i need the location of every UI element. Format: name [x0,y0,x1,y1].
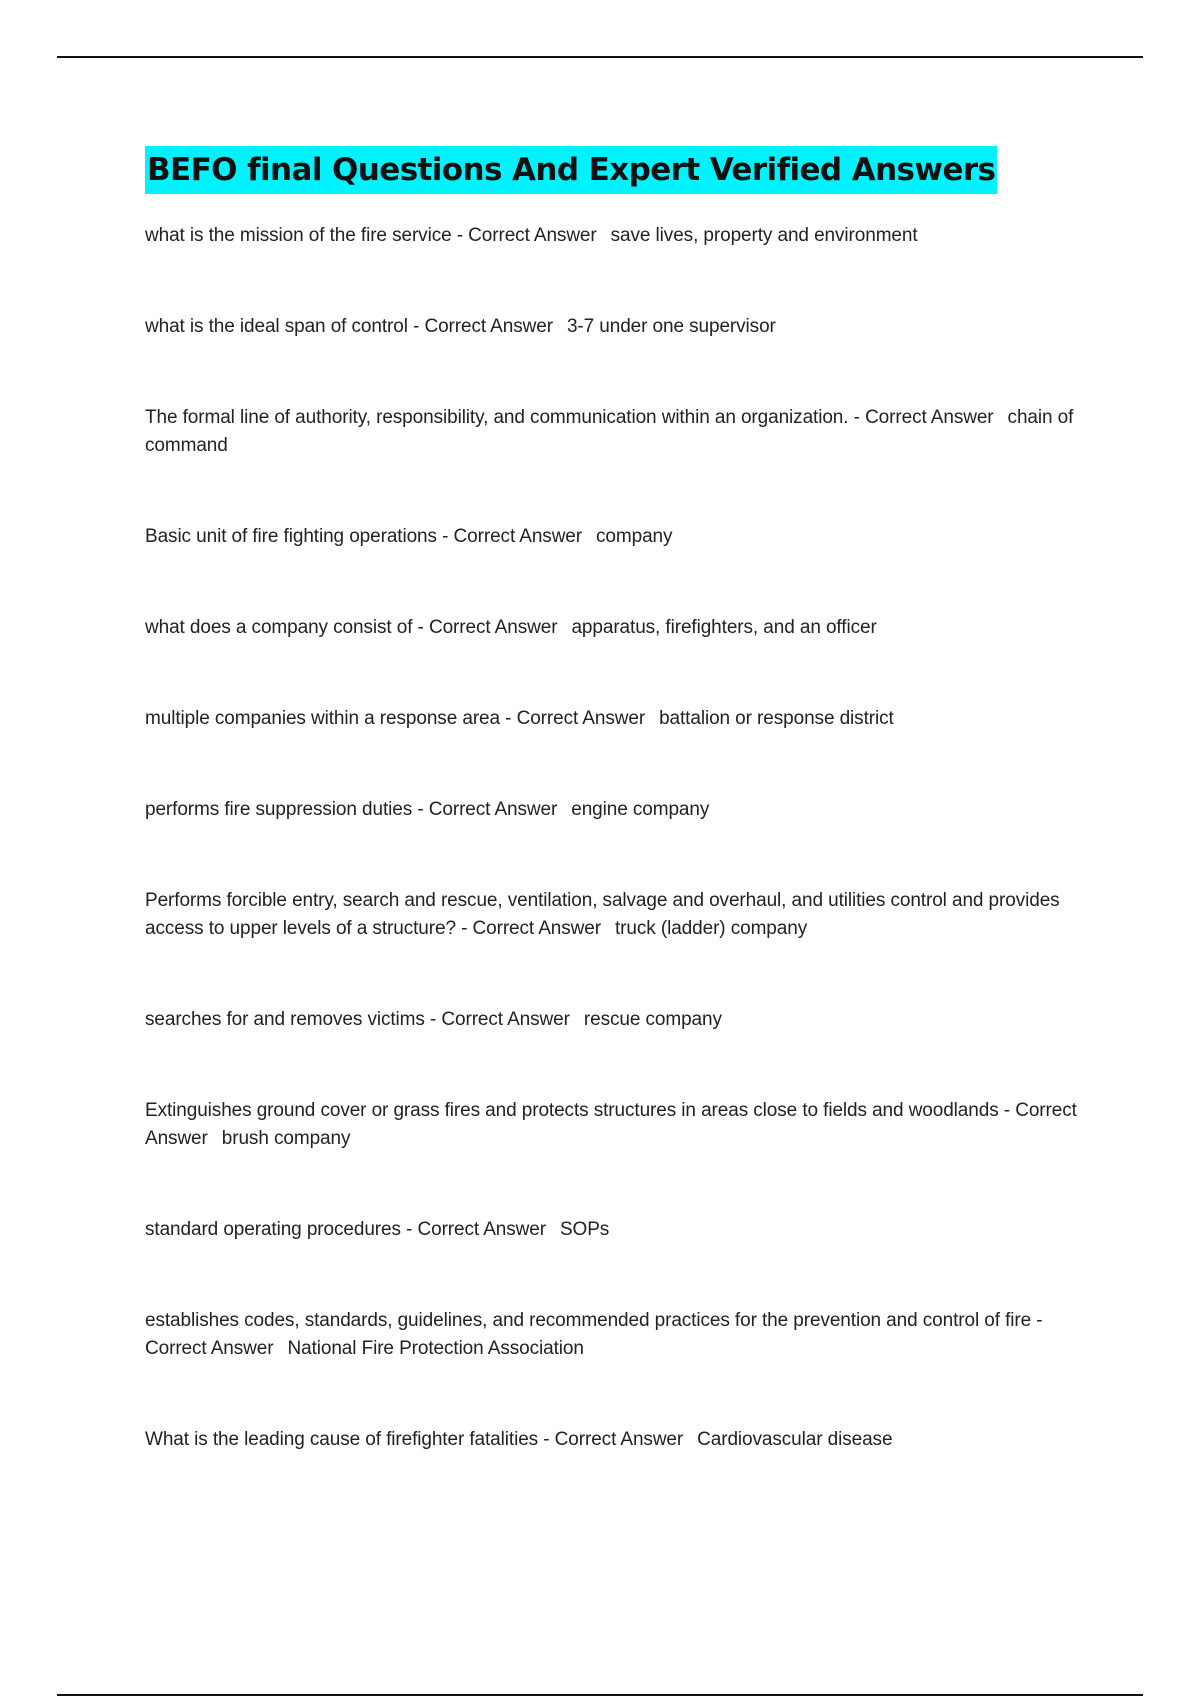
qa-item [145,614,1085,642]
answer-text: save lives, property and environment [610,225,918,246]
question-text: Basic unit of fire fighting operations [145,526,437,547]
question-text: what does a company consist of [145,617,413,638]
answer-text: National Fire Protection Association [287,1338,584,1359]
qa-item [145,1426,1085,1454]
separator: - [455,918,473,939]
separator: - [499,708,517,729]
answer-label: Correct Answer [453,526,583,547]
answer-text: engine company [571,799,710,820]
answer-label: Correct Answer [145,1338,274,1359]
answer-text: SOPs [559,1219,610,1240]
question-text: performs fire suppression duties [145,799,413,820]
qa-item [145,1216,1085,1244]
bottom-rule [57,1694,1143,1696]
answer-label: Correct Answer [417,1219,546,1240]
separator: - [424,1009,442,1030]
answer-text: apparatus, firefighters, and an officer [571,617,877,638]
question-text: multiple companies within a response area [145,708,500,729]
separator: - [848,407,866,428]
question-text: searches for and removes victims [145,1009,425,1030]
document-body [145,146,1085,1517]
qa-item [145,1006,1085,1034]
qa-item [145,523,1085,551]
qa-list [145,222,1085,1454]
answer-text: chain of command [145,407,1074,456]
answer-text: brush company [221,1128,351,1149]
separator: - [436,526,454,547]
question-text: Performs forcible entry, search and rescue, ventilation, salvage and overhaul, and utilities control and provides access to upper levels of a structure? [145,890,1060,939]
separator: - [451,225,469,246]
qa-item [145,404,1085,460]
question-text: The formal line of authority, responsibility, and communication within an organization. [145,407,849,428]
qa-item [145,1097,1085,1153]
question-text: what is the mission of the fire service [145,225,452,246]
answer-label: Correct Answer [468,225,597,246]
question-text: establishes codes, standards, guidelines, and recommended practices for the prevention and control of fire [145,1310,1032,1331]
answer-text: company [596,526,673,547]
answer-label: Correct Answer [428,799,558,820]
answer-label: Correct Answer [424,316,553,337]
question-text: What is the leading cause of firefighter fatalities [145,1429,539,1450]
answer-label: Correct Answer [428,617,558,638]
answer-label: Correct Answer [554,1429,684,1450]
question-text: what is the ideal span of control [145,316,408,337]
qa-item [145,1307,1085,1363]
answer-text: Cardiovascular disease [697,1429,893,1450]
question-text: Extinguishes ground cover or grass fires and protects structures in areas close to fields and woodlands [145,1100,999,1121]
answer-text: rescue company [583,1009,722,1030]
qa-item [145,313,1085,341]
qa-item [145,222,1085,250]
document-title: BEFO final Questions And Expert Verified Answers [145,146,997,194]
answer-text: 3-7 under one supervisor [566,316,776,337]
answer-label: Correct Answer [441,1009,570,1030]
answer-label: Correct Answer [865,407,994,428]
qa-item [145,796,1085,824]
qa-item [145,705,1085,733]
answer-text: truck (ladder) company [615,918,808,939]
separator: - [400,1219,418,1240]
separator: - [998,1100,1016,1121]
answer-label: Correct Answer [472,918,601,939]
answer-text: battalion or response district [659,708,894,729]
answer-label: Correct Answer [516,708,646,729]
qa-item [145,887,1085,943]
top-rule [57,56,1143,58]
separator: - [412,617,429,638]
question-text: standard operating procedures [145,1219,401,1240]
separator: - [412,799,429,820]
separator: - [407,316,425,337]
answer-label: Correct Answer [145,1100,1077,1149]
separator: - [1031,1310,1043,1331]
separator: - [538,1429,555,1450]
